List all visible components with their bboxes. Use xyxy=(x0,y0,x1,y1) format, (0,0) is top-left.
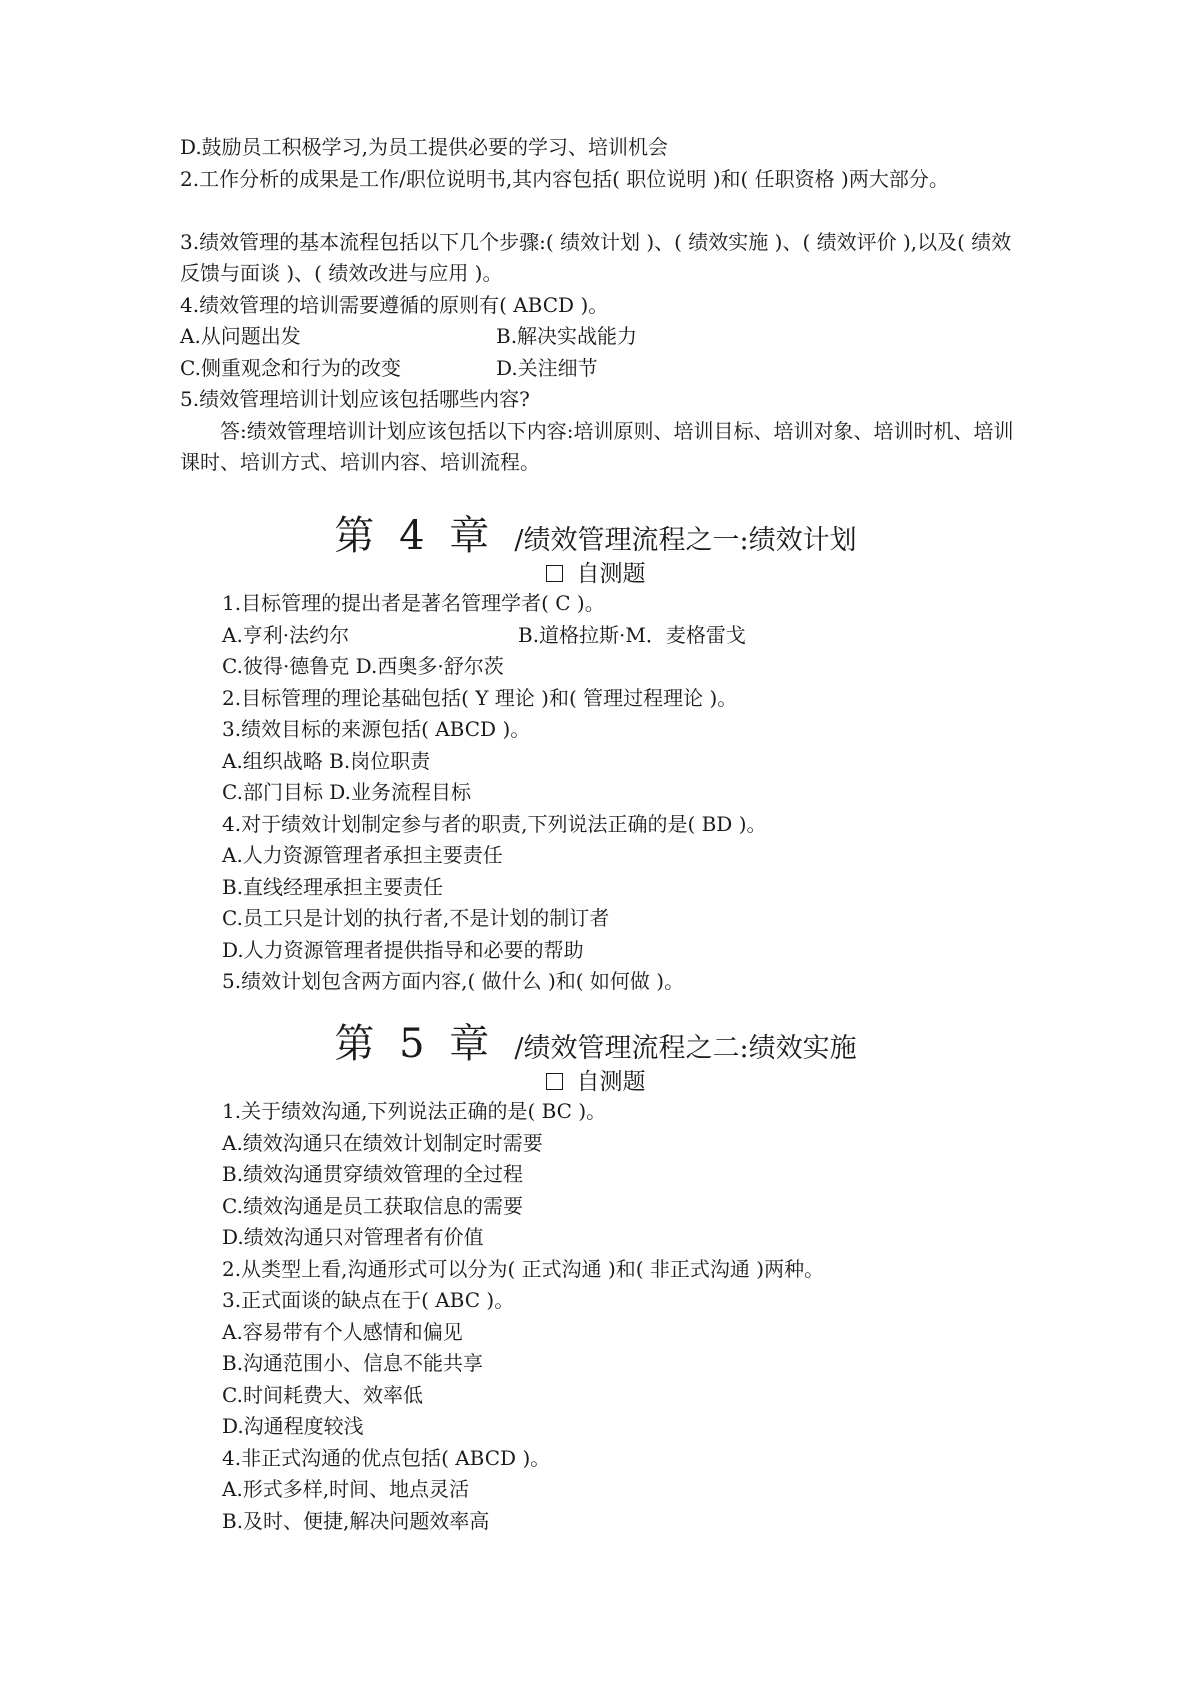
text-line: 3.正式面谈的缺点在于( ABC )。 xyxy=(222,1288,515,1312)
chapter-heading xyxy=(0,1012,1191,1069)
chapter-title: 绩效管理流程之二:绩效实施 xyxy=(523,1033,857,1064)
options-row xyxy=(180,321,1020,353)
text-line: 1.目标管理的提出者是著名管理学者( C )。 xyxy=(222,591,605,615)
text-line: A.人力资源管理者承担主要责任 xyxy=(222,843,503,867)
option: B.道格拉斯·M．麦格雷戈 xyxy=(518,622,746,647)
option: A.从问题出发 xyxy=(180,324,301,348)
top-section xyxy=(180,132,1020,479)
chapter-title: 绩效管理流程之一:绩效计划 xyxy=(523,525,857,556)
text-line: 2.从类型上看,沟通形式可以分为( 正式沟通 )和( 非正式沟通 )两种。 xyxy=(222,1256,825,1281)
chapter4-questions xyxy=(222,588,1062,998)
text-line: C.时间耗费大、效率低 xyxy=(222,1382,423,1407)
chapter5-questions xyxy=(222,1096,1062,1537)
selftest-heading xyxy=(0,558,1191,590)
text-line: 3.绩效目标的来源包括( ABCD )。 xyxy=(222,717,531,741)
option: A.亨利·法约尔 xyxy=(222,622,350,647)
text-line: C.部门目标 D.业务流程目标 xyxy=(222,780,471,804)
text-line: 4.非正式沟通的优点包括( ABCD )。 xyxy=(222,1445,551,1470)
selftest-heading xyxy=(0,1066,1191,1098)
text-line: B.及时、便捷,解决问题效率高 xyxy=(222,1508,490,1533)
checkbox-square-icon xyxy=(546,565,563,582)
text-line: 2.目标管理的理论基础包括( Y 理论 )和( 管理过程理论 )。 xyxy=(222,685,738,710)
text-line: D.人力资源管理者提供指导和必要的帮助 xyxy=(222,937,584,962)
options-row xyxy=(180,353,1020,385)
text-line: B.直线经理承担主要责任 xyxy=(222,874,444,899)
text-line: D.鼓励员工积极学习,为员工提供必要的学习、培训机会 xyxy=(180,135,669,159)
text-line: B.绩效沟通贯穿绩效管理的全过程 xyxy=(222,1162,524,1186)
selftest-label: 自测题 xyxy=(576,1069,646,1095)
text-line xyxy=(222,620,1062,652)
text-line: C.员工只是计划的执行者,不是计划的制订者 xyxy=(222,906,610,930)
selftest-label: 自测题 xyxy=(576,561,646,587)
chapter-number: 第 5 章 xyxy=(334,1021,496,1067)
question: 5.绩效管理培训计划应该包括哪些内容? xyxy=(180,387,530,411)
text-line: A.形式多样,时间、地点灵活 xyxy=(222,1477,470,1501)
option: D.关注细节 xyxy=(496,355,598,380)
text-line: D.沟通程度较浅 xyxy=(222,1414,364,1438)
answer-text: 答:绩效管理培训计划应该包括以下内容:培训原则、培训目标、培训对象、培训时机、培训课时、培训方式、培训内容、培训流程。 xyxy=(180,418,1014,474)
text-line: A.容易带有个人感情和偏见 xyxy=(222,1319,463,1344)
text-line: 4.绩效管理的培训需要遵循的原则有( ABCD )。 xyxy=(180,292,609,317)
chapter-number: 第 4 章 xyxy=(334,513,496,559)
checkbox-square-icon xyxy=(546,1073,563,1090)
text-line: 1.关于绩效沟通,下列说法正确的是( BC )。 xyxy=(222,1099,607,1123)
option: C.侧重观念和行为的改变 xyxy=(180,355,401,380)
text-line: 3.绩效管理的基本流程包括以下几个步骤:( 绩效计划 )、( 绩效实施 )、( 绩效评价 ),以及( 绩效反馈与面谈 )、( 绩效改进与应用 )。 xyxy=(180,229,1012,285)
chapter-separator: / xyxy=(514,525,524,556)
text-line: C.绩效沟通是员工获取信息的需要 xyxy=(222,1193,523,1218)
text-line: D.绩效沟通只对管理者有价值 xyxy=(222,1225,484,1249)
text-line: 2.工作分析的成果是工作/职位说明书,其内容包括( 职位说明 )和( 任职资格 )两大部分。 xyxy=(180,166,949,191)
text-line: 5.绩效计划包含两方面内容,( 做什么 )和( 如何做 )。 xyxy=(222,969,685,993)
text-line: C.彼得·德鲁克 D.西奥多·舒尔茨 xyxy=(222,654,504,678)
chapter-separator: / xyxy=(514,1033,524,1064)
text-line: A.组织战略 B.岗位职责 xyxy=(222,748,431,773)
chapter-heading xyxy=(0,504,1191,561)
text-line: A.绩效沟通只在绩效计划制定时需要 xyxy=(222,1130,543,1155)
text-line: B.沟通范围小、信息不能共享 xyxy=(222,1351,484,1375)
option: B.解决实战能力 xyxy=(496,324,638,348)
text-line: 4.对于绩效计划制定参与者的职责,下列说法正确的是( BD )。 xyxy=(222,811,767,836)
